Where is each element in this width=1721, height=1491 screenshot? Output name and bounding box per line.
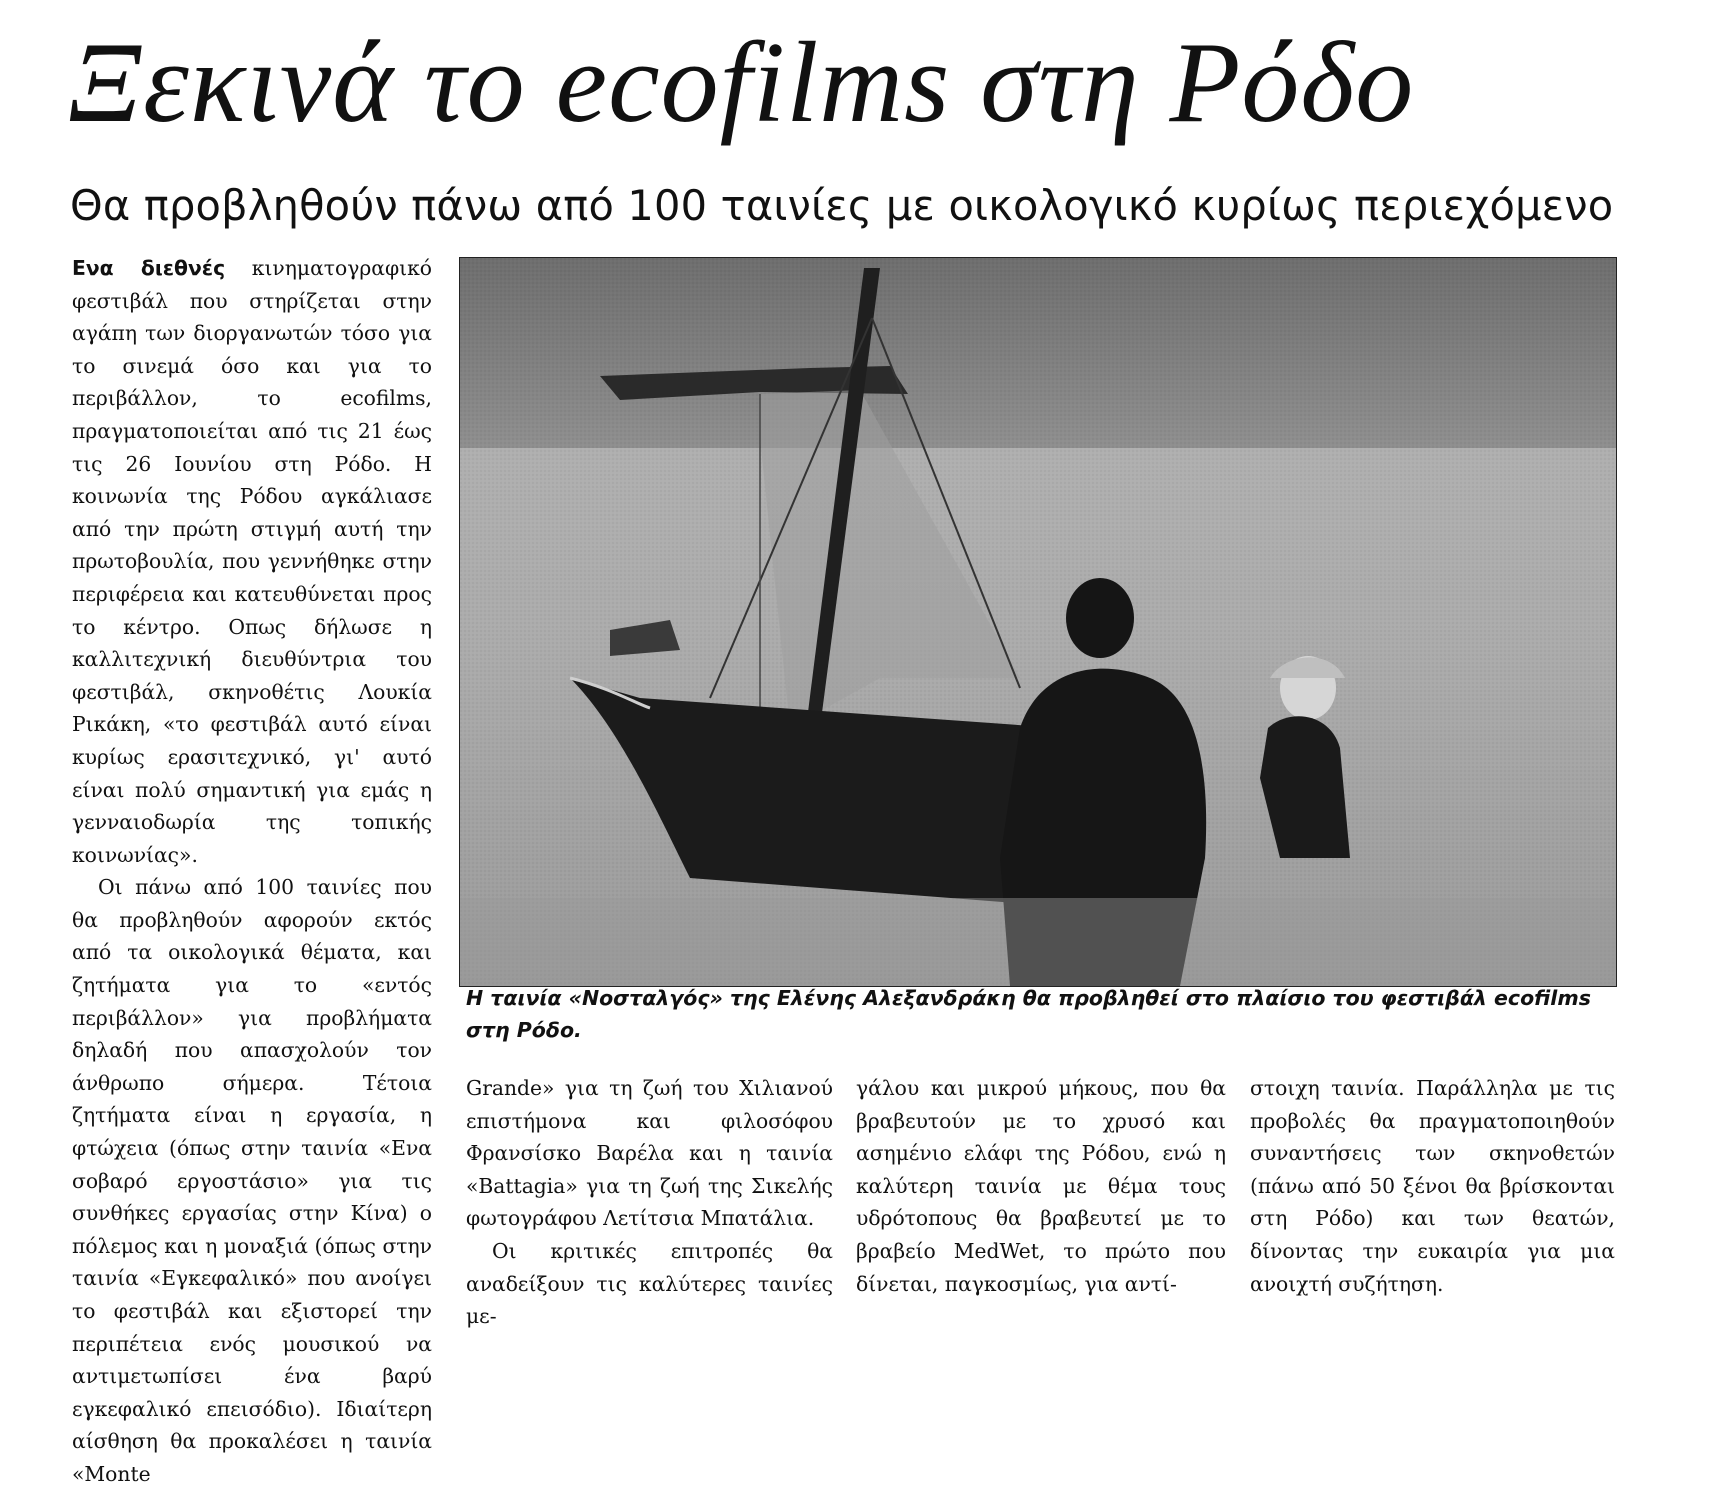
- paragraph: Οι πάνω από 100 ταινίες που θα προβληθούν αφορούν εκτός από τα οικολογικά θέματα, και ζητήματα για το «εντός περιβάλλον» για προβλήματα δηλαδή που απασχολούν τον άνθρωπο σήμερα. Τέτοια ζητήματα είναι η εργασία, η φτώχεια (όπως στην ταινία «Ενα σοβαρό εργοστάσιο» για τις συνθήκες εργασίας στην Κίνα) ο πόλεμος και η μοναξιά (όπως στην ταινία «Εγκεφαλικό» που ανοίγει το φεστιβάλ και εξιστορεί την περιπέτεια ενός μουσικού να αντιμετωπίσει ένα βαρύ εγκεφαλικό επεισόδιο). Ιδιαίτερη αίσθηση θα προκαλέσει η ταινία «Monte: [72, 875, 432, 1486]
- text-column-3: [856, 1072, 1226, 1300]
- paragraph: γάλου και μικρού μήκους, που θα βραβευτούν με το χρυσό και ασημένιο ελάφι της Ρόδου, ενώ η καλύτερη ταινία με θέμα τους υδρότοπους θα βραβευτεί με το βραβείο MedWet, το πρώτο που δίνεται, παγκοσμίως, για αντί-: [856, 1076, 1226, 1296]
- sailboat-photo: [460, 258, 1616, 986]
- photo-caption: Η ταινία «Νοσταλγός» της Ελένης Αλεξανδράκη θα προβληθεί στο πλαίσιο του φεστιβάλ ecofilms στη Ρόδο.: [466, 986, 1591, 1042]
- paragraph-text: κινηματογραφικό φεστιβάλ που στηρίζεται στην αγάπη των διοργανωτών τόσο για το σινεμά όσο και για το περιβάλλον, το ecofilms, πραγματοποιείται από τις 21 έως τις 26 Ιουνίου στη Ρόδο. Η κοινωνία της Ρόδου αγκάλιασε από την πρώτη στιγμή αυτή την πρωτοβουλία, που γεννήθηκε στην περιφέρεια και κατευθύνεται προς το κέντρο. Οπως δήλωσε η καλλιτεχνική διευθύντρια του φεστιβάλ, σκηνοθέτις Λουκία Ρικάκη, «το φεστιβάλ αυτό είναι κυρίως ερασιτεχνικό, γι' αυτό είναι πολύ σημαντική για εμάς η γενναιοδωρία της τοπικής κοινωνίας».: [72, 256, 432, 867]
- article-photo: [459, 257, 1617, 987]
- paragraph: Οι κριτικές επιτροπές θα αναδείξουν τις καλύτερες ταινίες με-: [466, 1238, 833, 1329]
- text-column-4: [1250, 1072, 1615, 1300]
- text-column-2: [466, 1072, 833, 1333]
- paragraph: Grande» για τη ζωή του Χιλιανού επιστήμονα και φιλοσόφου Φρανσίσκο Βαρέλα και η ταινία «Battagia» για τη ζωή της Σικελής φωτογράφου Λετίτσια Μπατάλια.: [466, 1076, 833, 1231]
- man-figure: [1066, 578, 1134, 658]
- text-column-1: [72, 252, 432, 1491]
- article-headline: Ξεκινά το ecofilms στη Ρόδο: [68, 19, 1415, 147]
- paragraph: στοιχη ταινία. Παράλληλα με τις προβολές θα πραγματοποιηθούν συναντήσεις των σκηνοθετών (πάνω από 50 ξένοι θα βρίσκονται στη Ρόδο) και των θεατών, δίνοντας την ευκαιρία για μια ανοιχτή συζήτηση.: [1250, 1076, 1615, 1296]
- paragraph: [72, 252, 432, 871]
- article-subheadline: Θα προβληθούν πάνω από 100 ταινίες με οικολογικό κυρίως περιεχόμενο: [70, 181, 1614, 230]
- lead-words: Ενα διεθνές: [72, 256, 226, 280]
